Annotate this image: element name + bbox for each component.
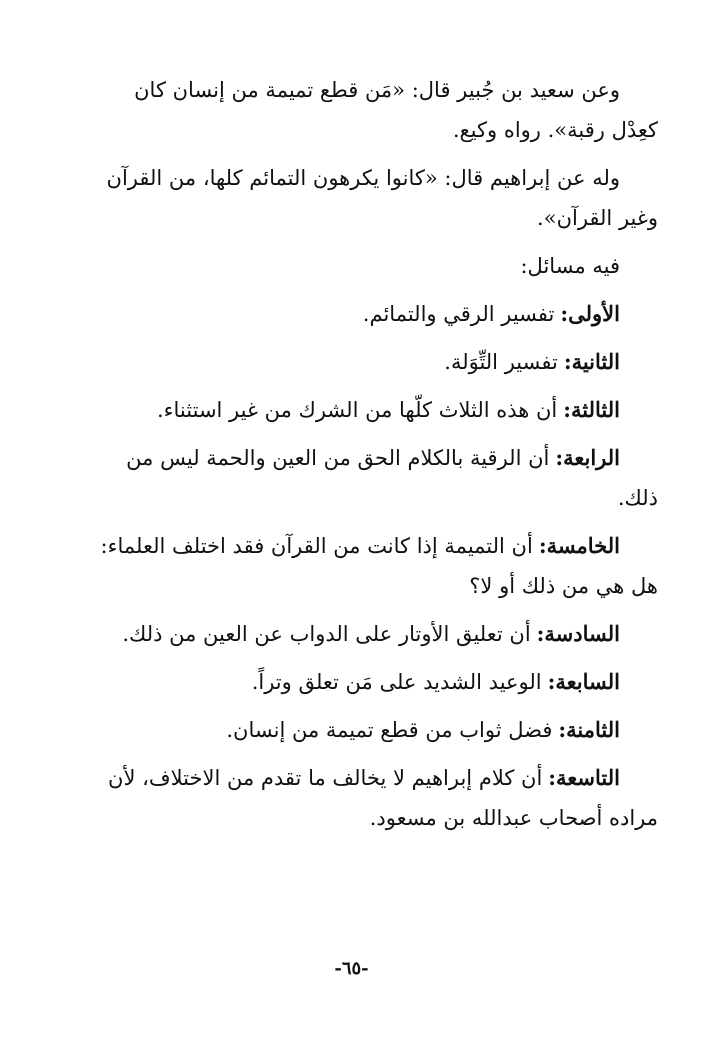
issue-7-text: الوعيد الشديد على مَن تعلق وتراً. xyxy=(251,670,542,694)
issue-1-text: تفسير الرقي والتمائم. xyxy=(362,302,555,326)
issue-6 xyxy=(98,614,658,654)
issue-9 xyxy=(98,758,658,838)
issue-8-label: الثامنة: xyxy=(558,717,620,742)
issue-1 xyxy=(98,294,658,334)
issue-2-text: تفسير التِّوَلة. xyxy=(444,350,558,374)
issue-3-label: الثالثة: xyxy=(563,397,620,422)
issue-6-text: أن تعليق الأوتار على الدواب عن العين من ذلك. xyxy=(122,622,531,646)
issue-7 xyxy=(98,662,658,702)
issues-heading: فيه مسائل: xyxy=(520,254,620,278)
issue-5-label: الخامسة: xyxy=(538,533,620,558)
issue-5-text: أن التميمة إذا كانت من القرآن فقد اختلف العلماء: هل هي من ذلك أو لا؟ xyxy=(100,534,658,598)
issue-9-text: أن كلام إبراهيم لا يخالف ما تقدم من الاختلاف، لأن مراده أصحاب عبدالله بن مسعود. xyxy=(108,766,658,830)
page-body xyxy=(98,70,658,846)
issue-4-text: أن الرقية بالكلام الحق من العين والحمة ليس من ذلك. xyxy=(126,446,658,510)
issue-3-text: أن هذه الثلاث كلّها من الشرك من غير استثناء. xyxy=(156,398,558,422)
issue-2-label: الثانية: xyxy=(563,349,620,374)
issue-1-label: الأولى: xyxy=(560,301,620,326)
issue-3 xyxy=(98,390,658,430)
issue-5 xyxy=(98,526,658,606)
issue-8 xyxy=(98,710,658,750)
issue-2 xyxy=(98,342,658,382)
issue-9-label: التاسعة: xyxy=(548,765,620,790)
issue-6-label: السادسة: xyxy=(536,621,620,646)
issue-8-text: فضل ثواب من قطع تميمة من إنسان. xyxy=(226,718,553,742)
issue-4-label: الرابعة: xyxy=(555,445,620,470)
issue-4 xyxy=(98,438,658,518)
paragraph-ibrahim: وله عن إبراهيم قال: «كانوا يكرهون التمائم كلها، من القرآن وغير القرآن». xyxy=(106,166,658,230)
page-number: -٦٥- xyxy=(334,958,369,979)
issue-7-label: السابعة: xyxy=(547,669,620,694)
paragraph-said-ibn-jubayr: وعن سعيد بن جُبير قال: «مَن قطع تميمة من إنسان كان كعِدْل رقبة». رواه وكيع. xyxy=(134,78,658,142)
